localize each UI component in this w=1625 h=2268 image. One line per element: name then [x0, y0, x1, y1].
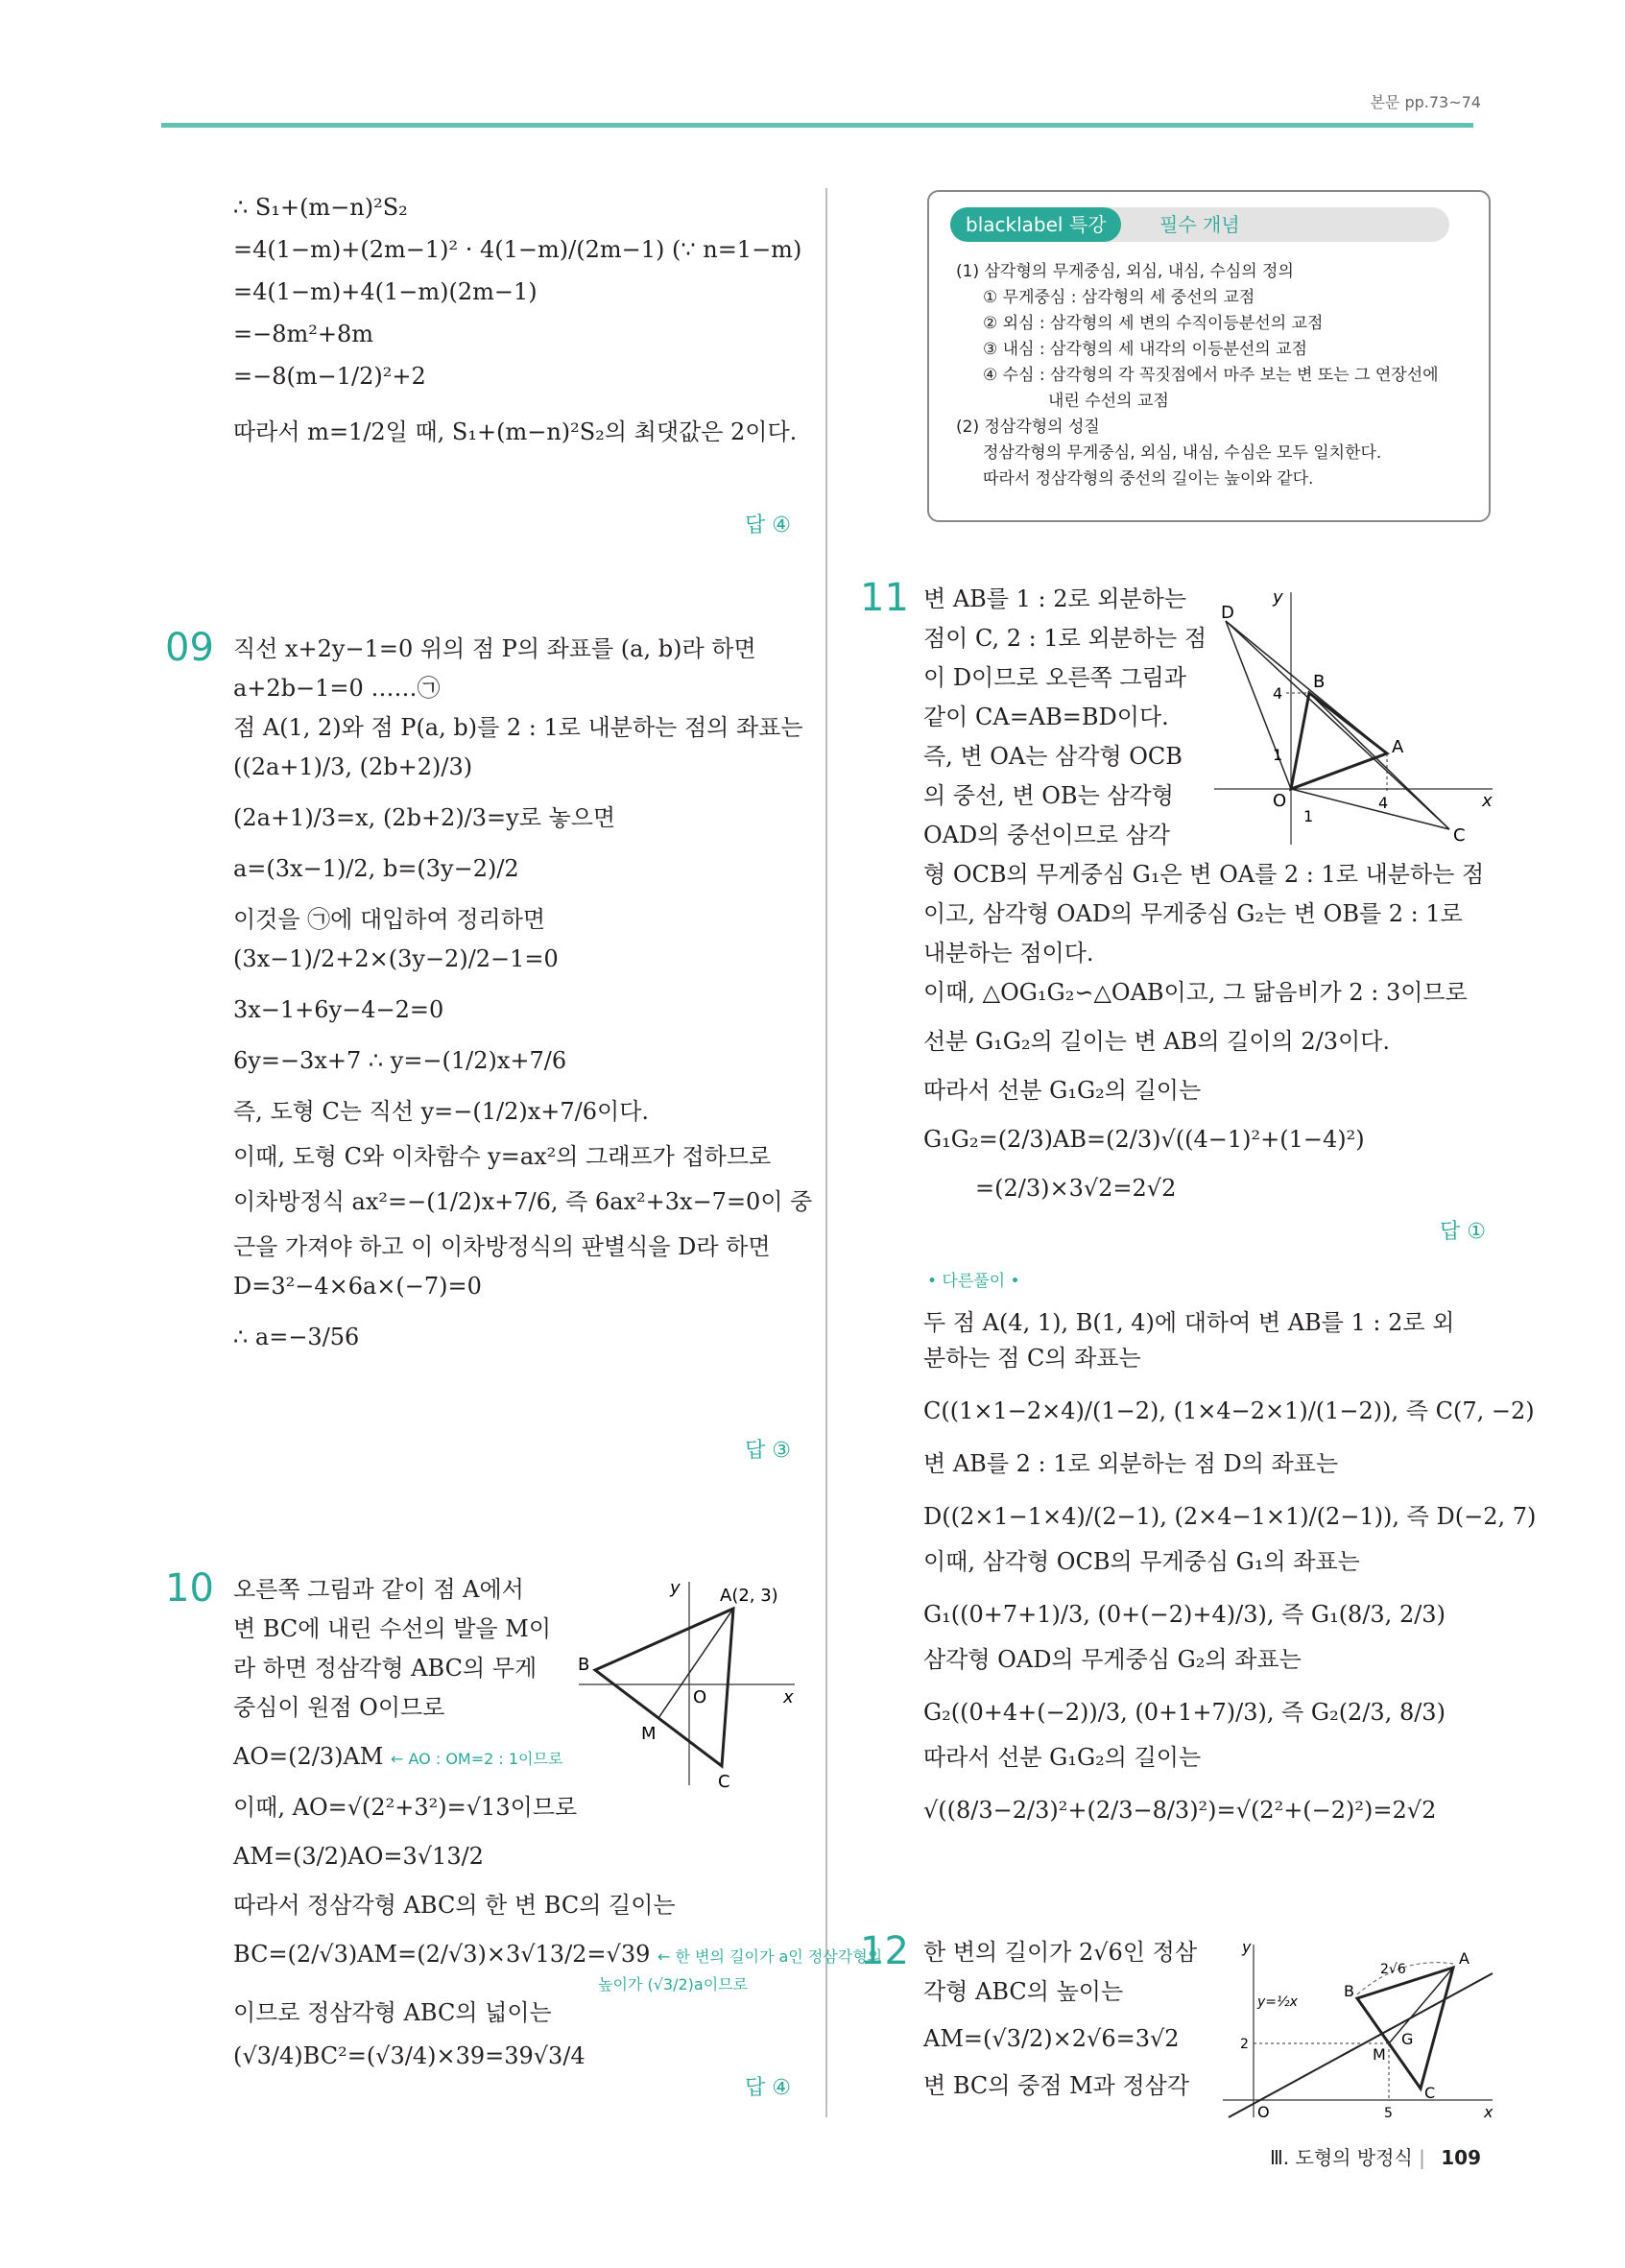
tick-1y: 1	[1273, 746, 1283, 764]
concept-line: 따라서 정삼각형의 중선의 길이는 높이와 같다.	[983, 469, 1314, 489]
text-line: 분하는 점 C의 좌표는	[923, 1345, 1141, 1372]
answer-08: 답 ④	[745, 513, 791, 537]
label-y: y	[1242, 1939, 1252, 1956]
answer-11: 답 ①	[1440, 1220, 1486, 1244]
solution-12	[923, 1933, 1197, 2106]
label-c: C	[1453, 825, 1466, 846]
concept-line: ④ 수심 : 삼각형의 각 꼭짓점에서 마주 보는 변 또는 그 연장선에	[983, 366, 1439, 385]
essential-concept-tab: 필수 개념	[1159, 213, 1240, 236]
label-y: y	[670, 1578, 681, 1598]
text-line: 점이 C, 2 : 1로 외분하는 점	[923, 625, 1207, 652]
concept-box	[927, 190, 1491, 522]
concept-line: 정삼각형의 무게중심, 외심, 내심, 수심은 모두 일치한다.	[983, 443, 1382, 463]
concept-line: ② 외심 : 삼각형의 세 변의 수직이등분선의 교점	[983, 314, 1324, 333]
concept-line: 내린 수선의 교점	[1048, 392, 1169, 411]
label-g: G	[1401, 2030, 1414, 2048]
label-m: M	[641, 1724, 657, 1744]
figure-10	[574, 1574, 804, 1790]
text-line: 이 D이므로 오른쪽 그림과	[923, 664, 1186, 691]
label-a: A	[1392, 737, 1404, 757]
problem-number-11: 11	[860, 576, 909, 620]
text-line: 점 A(1, 2)와 점 P(a, b)를 2 : 1로 내분하는 점의 좌표는	[233, 714, 803, 741]
text-line: 오른쪽 그림과 같이 점 A에서	[233, 1576, 524, 1603]
text-line: (3x−1)/2+2×(3y−2)/2−1=0	[233, 945, 559, 972]
text-line: 두 점 A(4, 1), B(1, 4)에 대하여 변 AB를 1 : 2로 외	[923, 1309, 1455, 1336]
label-b: B	[1313, 672, 1326, 692]
text-line: 이므로 정삼각형 ABC의 넓이는	[233, 1999, 552, 2026]
text-line: AM=(3/2)AO=3√13/2	[233, 1843, 484, 1870]
label-o: O	[693, 1687, 707, 1707]
concept-box-header	[950, 207, 1449, 242]
text-line: 변 BC의 중점 M과 정삼각	[923, 2072, 1190, 2099]
header-rule	[161, 123, 1473, 128]
concept-line: (1) 삼각형의 무게중심, 외심, 내심, 수심의 정의	[956, 262, 1294, 281]
figure-12	[1219, 1939, 1497, 2121]
label-x: x	[1482, 791, 1493, 811]
label-d: D	[1221, 603, 1234, 623]
text-line: 이때, △OG₁G₂∽△OAB이고, 그 닮음비가 2 : 3이므로	[923, 979, 1468, 1006]
solution-09	[233, 630, 812, 1357]
tick-1x: 1	[1303, 807, 1314, 825]
formula: AO=(2/3)AM	[233, 1743, 384, 1770]
chapter-title: Ⅲ. 도형의 방정식	[1270, 2146, 1413, 2169]
outer-triangle	[1226, 621, 1449, 829]
text-line: 형 OCB의 무게중심 G₁은 변 OA를 2 : 1로 내분하는 점	[923, 861, 1485, 888]
text-line: =−8(m−1/2)²+2	[233, 363, 426, 390]
side-note-cont: 높이가 (√3/2)a이므로	[598, 1975, 749, 1993]
text-line: =(2/3)×3√2=2√2	[975, 1175, 1177, 1202]
segment-da	[1226, 621, 1387, 753]
concept-line: ③ 내심 : 삼각형의 세 내각의 이등분선의 교점	[983, 340, 1307, 359]
text-line: 근을 가져야 하고 이 이차방정식의 판별식을 D라 하면	[233, 1233, 771, 1260]
label-y: y	[1273, 587, 1283, 608]
text-line: 의 중선, 변 OB는 삼각형	[923, 782, 1174, 809]
text-line: 6y=−3x+7 ∴ y=−(1/2)x+7/6	[233, 1047, 567, 1074]
text-line: AM=(√3/2)×2√6=3√2	[923, 2025, 1180, 2052]
text-line: 따라서 정삼각형 ABC의 한 변 BC의 길이는	[233, 1892, 676, 1919]
label-x: x	[783, 1687, 794, 1707]
problem-number-09: 09	[165, 626, 214, 670]
text-line: 즉, 변 OA는 삼각형 OCB	[923, 743, 1183, 770]
text-line: C((1×1−2×4)/(1−2), (1×4−2×1)/(1−2)), 즉 C(7, −2)	[923, 1397, 1535, 1424]
text-line: a=(3x−1)/2, b=(3y−2)/2	[233, 855, 519, 882]
text-line: 이고, 삼각형 OAD의 무게중심 G₂는 변 OB를 2 : 1로	[923, 900, 1463, 927]
label-b: B	[578, 1655, 590, 1675]
text-line: (2a+1)/3=x, (2b+2)/3=y로 놓으면	[233, 804, 616, 831]
text-line: 이것을 ㉠에 대입하여 정리하면	[233, 906, 546, 933]
label-side: 2√6	[1380, 1962, 1406, 1977]
blacklabel-tab: blacklabel 특강	[950, 207, 1121, 242]
text-line: ∴ a=−3/56	[233, 1324, 360, 1350]
label-x: x	[1484, 2103, 1494, 2121]
figure-11	[1209, 587, 1497, 851]
text-line: D((2×1−1×4)/(2−1), (2×4−1×1)/(2−1)), 즉 D(−2, 7)	[923, 1503, 1537, 1530]
text-line: 직선 x+2y−1=0 위의 점 P의 좌표를 (a, b)라 하면	[233, 635, 756, 662]
text-line: D=3²−4×6a×(−7)=0	[233, 1273, 482, 1300]
tick-4x: 4	[1378, 794, 1389, 812]
text-line: 한 변의 길이가 2√6인 정삼	[923, 1939, 1198, 1966]
text-line: 이때, AO=√(2²+3²)=√13이므로	[233, 1794, 578, 1821]
text-line: 선분 G₁G₂의 길이는 변 AB의 길이의 2/3이다.	[923, 1028, 1390, 1055]
concept-line: (2) 정삼각형의 성질	[956, 418, 1100, 437]
text-line: 따라서 선분 G₁G₂의 길이는	[923, 1744, 1202, 1771]
text-line: OAD의 중선이므로 삼각	[923, 822, 1170, 848]
text-line: ∴ S₁+(m−n)²S₂	[233, 194, 408, 221]
text-line: 3x−1+6y−4−2=0	[233, 996, 444, 1023]
text-line: 따라서 m=1/2일 때, S₁+(m−n)²S₂의 최댓값은 2이다.	[233, 418, 798, 445]
text-line: 이차방정식 ax²=−(1/2)x+7/6, 즉 6ax²+3x−7=0이 중	[233, 1188, 813, 1215]
triangle-abc	[595, 1609, 733, 1766]
alt-solution-title: • 다른풀이 •	[927, 1272, 1020, 1291]
label-b: B	[1344, 1982, 1354, 2000]
label-c: C	[718, 1772, 730, 1790]
text-line: G₁((0+7+1)/3, (0+(−2)+4)/3), 즉 G₁(8/3, 2/3)	[923, 1601, 1446, 1628]
text-line	[233, 1935, 882, 1976]
label-o: O	[1273, 791, 1287, 811]
alt-solution-11	[923, 1305, 1536, 1828]
text-line: 변 BC에 내린 수선의 발을 M이	[233, 1615, 552, 1642]
text-line: 내분하는 점이다.	[923, 940, 1094, 967]
text-line: 변 AB를 1 : 2로 외분하는	[923, 585, 1187, 612]
problem-number-12: 12	[860, 1929, 909, 1973]
text-line: √((8/3−2/3)²+(2/3−8/3)²)=√(2²+(−2)²)=2√2	[923, 1797, 1437, 1824]
text-line: =−8m²+8m	[233, 321, 374, 347]
label-c: C	[1424, 2084, 1436, 2102]
tick-2: 2	[1240, 2037, 1249, 2052]
page-reference: 본문 pp.73~74	[1370, 93, 1481, 111]
label-o: O	[1257, 2103, 1270, 2121]
text-line: 변 AB를 2 : 1로 외분하는 점 D의 좌표는	[923, 1450, 1339, 1477]
text-line: a+2b−1=0 ……㉠	[233, 675, 441, 702]
text-line: (√3/4)BC²=(√3/4)×39=39√3/4	[233, 2042, 585, 2069]
formula: BC=(2/√3)AM=(2/√3)×3√13/2=√39	[233, 1941, 651, 1968]
text-line: 이때, 삼각형 OCB의 무게중심 G₁의 좌표는	[923, 1548, 1360, 1575]
label-a: A	[1459, 1949, 1470, 1968]
text-line: 따라서 선분 G₁G₂의 길이는	[923, 1077, 1202, 1104]
text-line: G₁G₂=(2/3)AB=(2/3)√((4−1)²+(1−4)²)	[923, 1126, 1365, 1153]
page-number: 109	[1441, 2146, 1481, 2169]
text-line: 삼각형 OAD의 무게중심 G₂의 좌표는	[923, 1646, 1302, 1673]
label-line: y=½x	[1257, 1994, 1298, 2010]
side-note: ← AO : OM=2 : 1이므로	[391, 1750, 563, 1768]
solution-08-continuation	[233, 188, 801, 451]
answer-10: 답 ④	[745, 2076, 791, 2100]
concept-list	[956, 259, 1439, 492]
side-note: ← 한 변의 길이가 a인 정삼각형의	[657, 1947, 883, 1966]
concept-line: ① 무게중심 : 삼각형의 세 중선의 교점	[983, 288, 1255, 307]
text-line: G₂((0+4+(−2))/3, (0+1+7)/3), 즉 G₂(2/3, 8/3)	[923, 1699, 1446, 1726]
triangle-abc	[1357, 1968, 1453, 2089]
text-line: 이때, 도형 C와 이차함수 y=ax²의 그래프가 접하므로	[233, 1143, 772, 1170]
text-line: 라 하면 정삼각형 ABC의 무게	[233, 1655, 538, 1682]
text-line: 같이 CA=AB=BD이다.	[923, 704, 1169, 730]
text-line: =4(1−m)+4(1−m)(2m−1)	[233, 278, 538, 305]
text-line: ((2a+1)/3, (2b+2)/3)	[233, 753, 473, 780]
page-footer: Ⅲ. 도형의 방정식 | 109	[1270, 2146, 1481, 2169]
tick-5: 5	[1384, 2106, 1393, 2121]
answer-09: 답 ③	[745, 1439, 791, 1463]
problem-number-10: 10	[165, 1566, 214, 1611]
text-line: =4(1−m)+(2m−1)² · 4(1−m)/(2m−1) (∵ n=1−m)	[233, 236, 802, 263]
text-line: 각형 ABC의 높이는	[923, 1978, 1124, 2005]
text-line: 즉, 도형 C는 직선 y=−(1/2)x+7/6이다.	[233, 1098, 650, 1125]
tick-4y: 4	[1273, 684, 1283, 703]
text-line: 중심이 원점 O이므로	[233, 1694, 445, 1721]
label-a: A(2, 3)	[720, 1586, 778, 1606]
label-m: M	[1373, 2045, 1386, 2064]
